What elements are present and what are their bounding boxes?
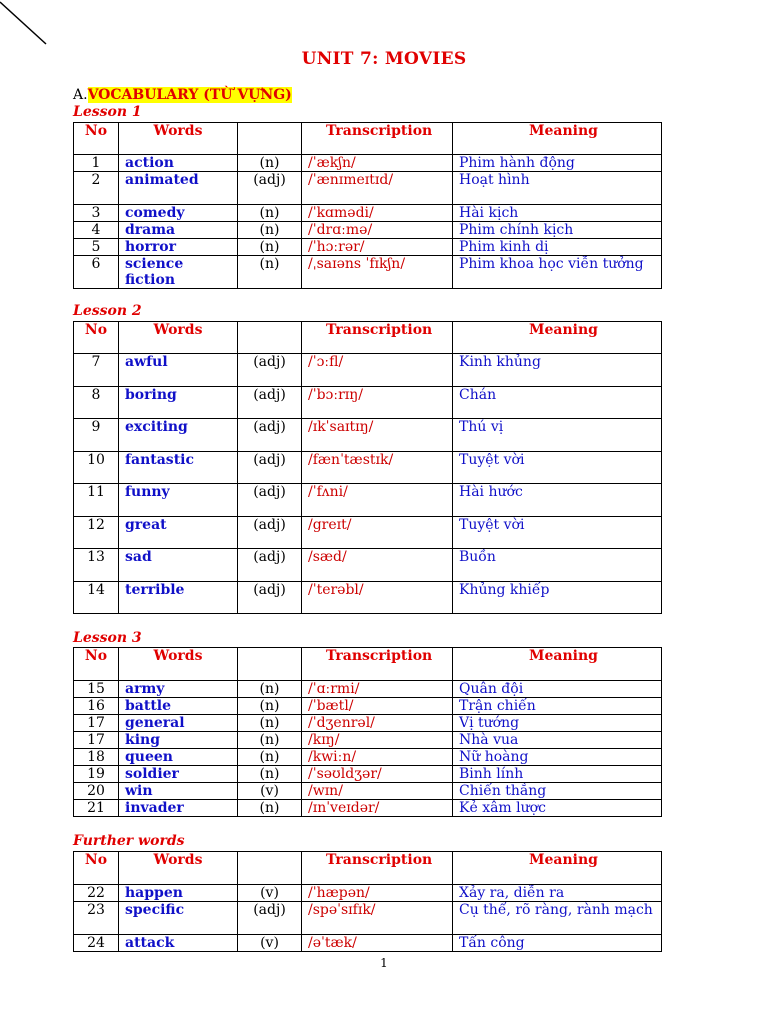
row-word-type: (n) (238, 749, 302, 766)
row-word-type: (v) (238, 783, 302, 800)
row-meaning: Phim chính kịch (453, 222, 662, 239)
table-row (74, 935, 662, 952)
row-number: 11 (74, 484, 119, 517)
row-meaning: Thú vị (453, 419, 662, 452)
row-word: battle (119, 698, 238, 715)
row-word: happen (119, 885, 238, 902)
row-meaning: Kẻ xâm lược (453, 800, 662, 817)
row-transcription: /ˈbɔːrɪŋ/ (302, 387, 453, 419)
row-meaning: Chán (453, 387, 662, 419)
row-transcription: /fænˈtæstɪk/ (302, 452, 453, 484)
row-word: general (119, 715, 238, 732)
header-transcription: Transcription (302, 123, 453, 155)
row-word-type: (n) (238, 256, 302, 289)
row-transcription: /kɪŋ/ (302, 732, 453, 749)
row-transcription: /əˈtæk/ (302, 935, 453, 952)
row-meaning: Xảy ra, diễn ra (453, 885, 662, 902)
row-word-type: (adj) (238, 549, 302, 582)
table-row (74, 800, 662, 817)
row-meaning: Tấn công (453, 935, 662, 952)
row-meaning: Nhà vua (453, 732, 662, 749)
row-number: 20 (74, 783, 119, 800)
row-number: 14 (74, 582, 119, 614)
header-meaning: Meaning (453, 852, 662, 885)
row-number: 9 (74, 419, 119, 452)
row-transcription: /ˈækʃn/ (302, 155, 453, 172)
header-transcription: Transcription (302, 322, 453, 354)
row-transcription: /ˈfʌni/ (302, 484, 453, 517)
row-word: funny (119, 484, 238, 517)
row-number: 21 (74, 800, 119, 817)
corner-fold-line (0, 0, 60, 50)
row-meaning: Tuyệt vời (453, 452, 662, 484)
row-number: 7 (74, 354, 119, 387)
row-word-type: (n) (238, 800, 302, 817)
row-meaning: Phim khoa học viễn tưởng (453, 256, 662, 289)
header-words: Words (119, 648, 238, 681)
row-meaning: Trận chiến (453, 698, 662, 715)
table-row (74, 172, 662, 205)
row-number: 13 (74, 549, 119, 582)
row-number: 23 (74, 902, 119, 935)
row-transcription: /ˈdʒenrəl/ (302, 715, 453, 732)
row-transcription: /ˈsəʊldʒər/ (302, 766, 453, 783)
row-number: 8 (74, 387, 119, 419)
header-words: Words (119, 322, 238, 354)
vocabulary-table (73, 851, 662, 952)
header-meaning: Meaning (453, 123, 662, 155)
row-meaning: Phim kinh dị (453, 239, 662, 256)
row-word-type: (adj) (238, 902, 302, 935)
row-transcription: /sæd/ (302, 549, 453, 582)
table-row (74, 698, 662, 715)
table-row (74, 749, 662, 766)
row-word: horror (119, 239, 238, 256)
row-number: 22 (74, 885, 119, 902)
row-transcription: /wɪn/ (302, 783, 453, 800)
table-row (74, 549, 662, 582)
row-word-type: (adj) (238, 484, 302, 517)
section-a-heading (73, 87, 292, 103)
vocabulary-table (73, 647, 662, 817)
row-word-type: (n) (238, 155, 302, 172)
header-transcription: Transcription (302, 852, 453, 885)
row-word-type: (adj) (238, 354, 302, 387)
row-meaning: Nữ hoàng (453, 749, 662, 766)
row-word: terrible (119, 582, 238, 614)
row-meaning: Phim hành động (453, 155, 662, 172)
table-header-row (74, 322, 662, 354)
row-word: fantastic (119, 452, 238, 484)
row-word-type: (n) (238, 732, 302, 749)
table-header-row (74, 648, 662, 681)
row-meaning: Vị tướng (453, 715, 662, 732)
row-word: awful (119, 354, 238, 387)
header-meaning: Meaning (453, 648, 662, 681)
row-word: animated (119, 172, 238, 205)
row-number: 16 (74, 698, 119, 715)
row-meaning: Hoạt hình (453, 172, 662, 205)
row-word: drama (119, 222, 238, 239)
row-word-type: (adj) (238, 387, 302, 419)
row-number: 17 (74, 715, 119, 732)
row-transcription: /ˈɑːrmi/ (302, 681, 453, 698)
row-meaning: Hài kịch (453, 205, 662, 222)
row-word-type: (adj) (238, 419, 302, 452)
row-word-type: (n) (238, 766, 302, 783)
table-header-row (74, 852, 662, 885)
row-transcription: /ˈænɪmeɪtɪd/ (302, 172, 453, 205)
row-word: specific (119, 902, 238, 935)
table-row (74, 681, 662, 698)
row-transcription: /kwiːn/ (302, 749, 453, 766)
row-number: 3 (74, 205, 119, 222)
table-row (74, 452, 662, 484)
table-row (74, 582, 662, 614)
row-word-type: (n) (238, 715, 302, 732)
row-word: attack (119, 935, 238, 952)
table-row (74, 419, 662, 452)
row-transcription: /ˈhɔːrər/ (302, 239, 453, 256)
row-number: 15 (74, 681, 119, 698)
row-word-type: (n) (238, 239, 302, 256)
table-row (74, 732, 662, 749)
row-number: 12 (74, 517, 119, 549)
row-word-type: (v) (238, 885, 302, 902)
row-meaning: Chiến thắng (453, 783, 662, 800)
header-type (238, 322, 302, 354)
table-row (74, 766, 662, 783)
table-row (74, 239, 662, 256)
row-word-type: (adj) (238, 452, 302, 484)
row-number: 5 (74, 239, 119, 256)
row-word: sad (119, 549, 238, 582)
row-word-type: (n) (238, 681, 302, 698)
lesson-title: Lesson 1 (73, 104, 142, 120)
row-number: 18 (74, 749, 119, 766)
table-row (74, 517, 662, 549)
lesson-title: Lesson 2 (73, 303, 142, 319)
header-words: Words (119, 123, 238, 155)
table-row (74, 256, 662, 289)
lesson-title: Further words (73, 833, 185, 849)
section-a-prefix: A. (73, 87, 88, 103)
row-transcription: /greɪt/ (302, 517, 453, 549)
table-row (74, 205, 662, 222)
row-word: exciting (119, 419, 238, 452)
row-meaning: Binh lính (453, 766, 662, 783)
row-word-type: (n) (238, 205, 302, 222)
row-transcription: /ˈkɑmədi/ (302, 205, 453, 222)
row-word: king (119, 732, 238, 749)
header-no: No (74, 852, 119, 885)
row-transcription: /ɪkˈsaɪtɪŋ/ (302, 419, 453, 452)
row-word: comedy (119, 205, 238, 222)
row-word-type: (v) (238, 935, 302, 952)
header-words: Words (119, 852, 238, 885)
table-row (74, 354, 662, 387)
page-title: UNIT 7: MOVIES (301, 49, 467, 69)
header-no: No (74, 648, 119, 681)
lesson-title: Lesson 3 (73, 630, 142, 646)
row-word-type: (n) (238, 698, 302, 715)
table-row (74, 484, 662, 517)
row-word: soldier (119, 766, 238, 783)
table-row (74, 715, 662, 732)
row-transcription: /ˈɔːfl/ (302, 354, 453, 387)
header-type (238, 123, 302, 155)
row-word: action (119, 155, 238, 172)
row-transcription: /ɪnˈveɪdər/ (302, 800, 453, 817)
header-transcription: Transcription (302, 648, 453, 681)
row-word-type: (adj) (238, 582, 302, 614)
header-no: No (74, 322, 119, 354)
row-meaning: Khủng khiếp (453, 582, 662, 614)
vocabulary-table (73, 122, 662, 289)
table-header-row (74, 123, 662, 155)
row-meaning: Hài hước (453, 484, 662, 517)
table-row (74, 155, 662, 172)
row-word-type: (adj) (238, 517, 302, 549)
table-row (74, 902, 662, 935)
row-word: invader (119, 800, 238, 817)
row-word: great (119, 517, 238, 549)
row-transcription: /ˈhæpən/ (302, 885, 453, 902)
row-number: 6 (74, 256, 119, 289)
row-meaning: Tuyệt vời (453, 517, 662, 549)
row-transcription: /ˈbætl/ (302, 698, 453, 715)
row-meaning: Cụ thể, rõ ràng, rành mạch (453, 902, 662, 935)
row-word: boring (119, 387, 238, 419)
table-row (74, 783, 662, 800)
header-type (238, 648, 302, 681)
row-transcription: /ˈdrɑːmə/ (302, 222, 453, 239)
row-meaning: Buồn (453, 549, 662, 582)
table-row (74, 222, 662, 239)
header-type (238, 852, 302, 885)
row-word: science fiction (119, 256, 238, 289)
row-number: 2 (74, 172, 119, 205)
section-a-label: VOCABULARY (TỪ VỰNG) (87, 87, 292, 103)
row-number: 24 (74, 935, 119, 952)
table-row (74, 885, 662, 902)
row-word: win (119, 783, 238, 800)
row-meaning: Quân đội (453, 681, 662, 698)
row-number: 1 (74, 155, 119, 172)
row-meaning: Kinh khủng (453, 354, 662, 387)
row-word: queen (119, 749, 238, 766)
row-word-type: (adj) (238, 172, 302, 205)
vocabulary-table (73, 321, 662, 614)
row-transcription: /spəˈsɪfɪk/ (302, 902, 453, 935)
row-transcription: /ˈterəbl/ (302, 582, 453, 614)
page-number: 1 (380, 956, 388, 970)
row-number: 4 (74, 222, 119, 239)
header-meaning: Meaning (453, 322, 662, 354)
table-row (74, 387, 662, 419)
row-number: 17 (74, 732, 119, 749)
row-number: 10 (74, 452, 119, 484)
row-word-type: (n) (238, 222, 302, 239)
row-number: 19 (74, 766, 119, 783)
header-no: No (74, 123, 119, 155)
row-transcription: /ˌsaɪəns ˈfɪkʃn/ (302, 256, 453, 289)
row-word: army (119, 681, 238, 698)
